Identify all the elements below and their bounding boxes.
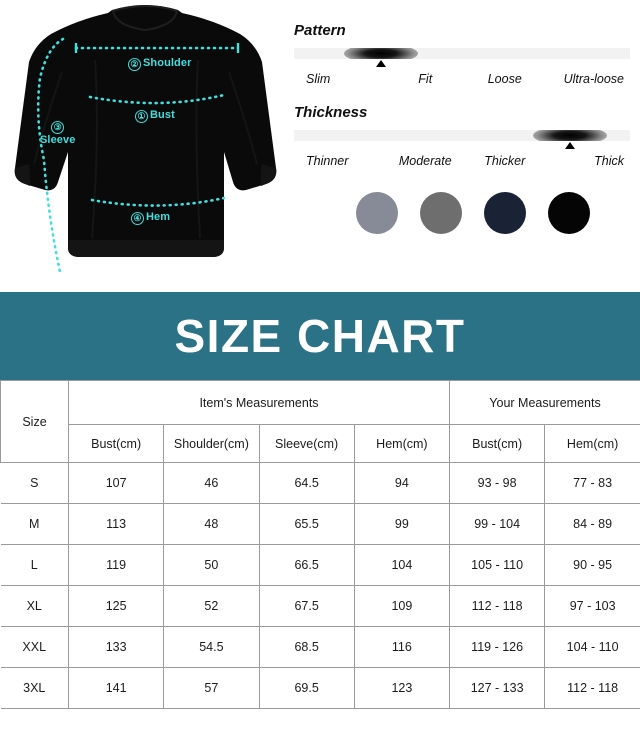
cell-value-5: 99 - 104 xyxy=(450,504,545,545)
table-row xyxy=(1,463,640,504)
cell-size: XXL xyxy=(1,627,69,668)
cell-value-2: 57 xyxy=(164,668,259,709)
table-subheader-row xyxy=(1,425,640,463)
cell-value-5: 119 - 126 xyxy=(450,627,545,668)
cell-value-1: 141 xyxy=(69,668,164,709)
pattern-options xyxy=(294,72,630,86)
annotation-number: ① xyxy=(135,110,148,123)
cell-value-6: 104 - 110 xyxy=(545,627,640,668)
column-subheader-3: Sleeve(cm) xyxy=(259,425,354,463)
cell-size: 3XL xyxy=(1,668,69,709)
cell-value-3: 65.5 xyxy=(259,504,354,545)
annotation-number: ④ xyxy=(131,212,144,225)
column-subheader-6: Hem(cm) xyxy=(545,425,640,463)
cell-size: M xyxy=(1,504,69,545)
thickness-option-moderate: Moderate xyxy=(398,154,452,168)
cell-size: S xyxy=(1,463,69,504)
cell-value-2: 52 xyxy=(164,586,259,627)
cell-value-4: 104 xyxy=(354,545,449,586)
cell-value-4: 99 xyxy=(354,504,449,545)
table-group-header-row xyxy=(1,381,640,425)
attributes-pane xyxy=(290,0,640,292)
cell-value-4: 123 xyxy=(354,668,449,709)
pattern-option-slim: Slim xyxy=(306,72,331,86)
cell-value-1: 125 xyxy=(69,586,164,627)
top-section xyxy=(0,0,640,292)
column-subheader-4: Hem(cm) xyxy=(354,425,449,463)
color-swatch-light-gray[interactable] xyxy=(356,192,398,234)
column-subheader-2: Shoulder(cm) xyxy=(164,425,259,463)
table-head xyxy=(1,381,640,463)
cell-value-1: 107 xyxy=(69,463,164,504)
thickness-options xyxy=(294,154,630,168)
thickness-scale-marker xyxy=(565,142,575,149)
table-row xyxy=(1,668,640,709)
cell-value-2: 50 xyxy=(164,545,259,586)
cell-value-6: 97 - 103 xyxy=(545,586,640,627)
pattern-scale-bar xyxy=(294,48,630,59)
thickness-title: Thickness xyxy=(294,104,368,121)
banner-title: SIZE CHART xyxy=(174,310,466,362)
column-group-items-measurements: Item's Measurements xyxy=(69,381,450,425)
color-swatch-medium-gray[interactable] xyxy=(420,192,462,234)
cell-value-3: 66.5 xyxy=(259,545,354,586)
column-header-size: Size xyxy=(1,381,69,463)
table-row xyxy=(1,627,640,668)
cell-value-6: 90 - 95 xyxy=(545,545,640,586)
annotation-bust xyxy=(135,109,175,123)
size-chart-table xyxy=(0,380,640,709)
size-chart-banner xyxy=(0,292,640,380)
thickness-scale xyxy=(294,130,630,141)
table-row xyxy=(1,586,640,627)
column-subheader-5: Bust(cm) xyxy=(450,425,545,463)
pattern-title: Pattern xyxy=(294,22,346,39)
cell-value-5: 105 - 110 xyxy=(450,545,545,586)
thickness-scale-bar xyxy=(294,130,630,141)
cell-size: XL xyxy=(1,586,69,627)
cell-value-1: 113 xyxy=(69,504,164,545)
cell-value-1: 119 xyxy=(69,545,164,586)
cell-size: L xyxy=(1,545,69,586)
cell-value-5: 93 - 98 xyxy=(450,463,545,504)
annotation-shoulder xyxy=(128,57,191,71)
garment-illustration xyxy=(0,0,290,292)
cell-value-4: 116 xyxy=(354,627,449,668)
pattern-option-loose: Loose xyxy=(487,72,522,86)
pattern-option-ultra-loose: Ultra-loose xyxy=(563,72,624,86)
cell-value-4: 109 xyxy=(354,586,449,627)
annotation-number: ② xyxy=(128,58,141,71)
cell-value-6: 84 - 89 xyxy=(545,504,640,545)
cell-value-3: 67.5 xyxy=(259,586,354,627)
annotation-sleeve xyxy=(40,120,75,147)
cell-value-3: 64.5 xyxy=(259,463,354,504)
color-swatch-black[interactable] xyxy=(548,192,590,234)
cell-value-3: 69.5 xyxy=(259,668,354,709)
annotation-hem xyxy=(131,211,170,225)
annotation-label: Shoulder xyxy=(143,57,192,69)
annotation-label: Hem xyxy=(146,211,171,223)
cell-value-6: 77 - 83 xyxy=(545,463,640,504)
column-subheader-1: Bust(cm) xyxy=(69,425,164,463)
table-row xyxy=(1,504,640,545)
thickness-option-thicker: Thicker xyxy=(484,154,526,168)
table-row xyxy=(1,545,640,586)
color-swatch-navy[interactable] xyxy=(484,192,526,234)
pattern-option-fit: Fit xyxy=(418,72,433,86)
thickness-option-thinner: Thinner xyxy=(306,154,349,168)
pattern-scale-marker xyxy=(376,60,386,67)
cell-value-2: 48 xyxy=(164,504,259,545)
column-group-your-measurements: Your Measurements xyxy=(450,381,640,425)
annotation-label: Sleeve xyxy=(40,134,76,146)
thickness-option-thick: Thick xyxy=(594,154,624,168)
color-swatches xyxy=(294,192,630,234)
table-body xyxy=(1,463,640,709)
cell-value-5: 112 - 118 xyxy=(450,586,545,627)
cell-value-3: 68.5 xyxy=(259,627,354,668)
pattern-scale-blob xyxy=(344,48,418,59)
cell-value-5: 127 - 133 xyxy=(450,668,545,709)
cell-value-2: 46 xyxy=(164,463,259,504)
thickness-scale-blob xyxy=(533,130,607,141)
cell-value-6: 112 - 118 xyxy=(545,668,640,709)
annotation-label: Bust xyxy=(150,109,175,121)
cell-value-2: 54.5 xyxy=(164,627,259,668)
cell-value-1: 133 xyxy=(69,627,164,668)
pattern-scale xyxy=(294,48,630,59)
cell-value-4: 94 xyxy=(354,463,449,504)
annotation-number: ③ xyxy=(51,121,64,134)
